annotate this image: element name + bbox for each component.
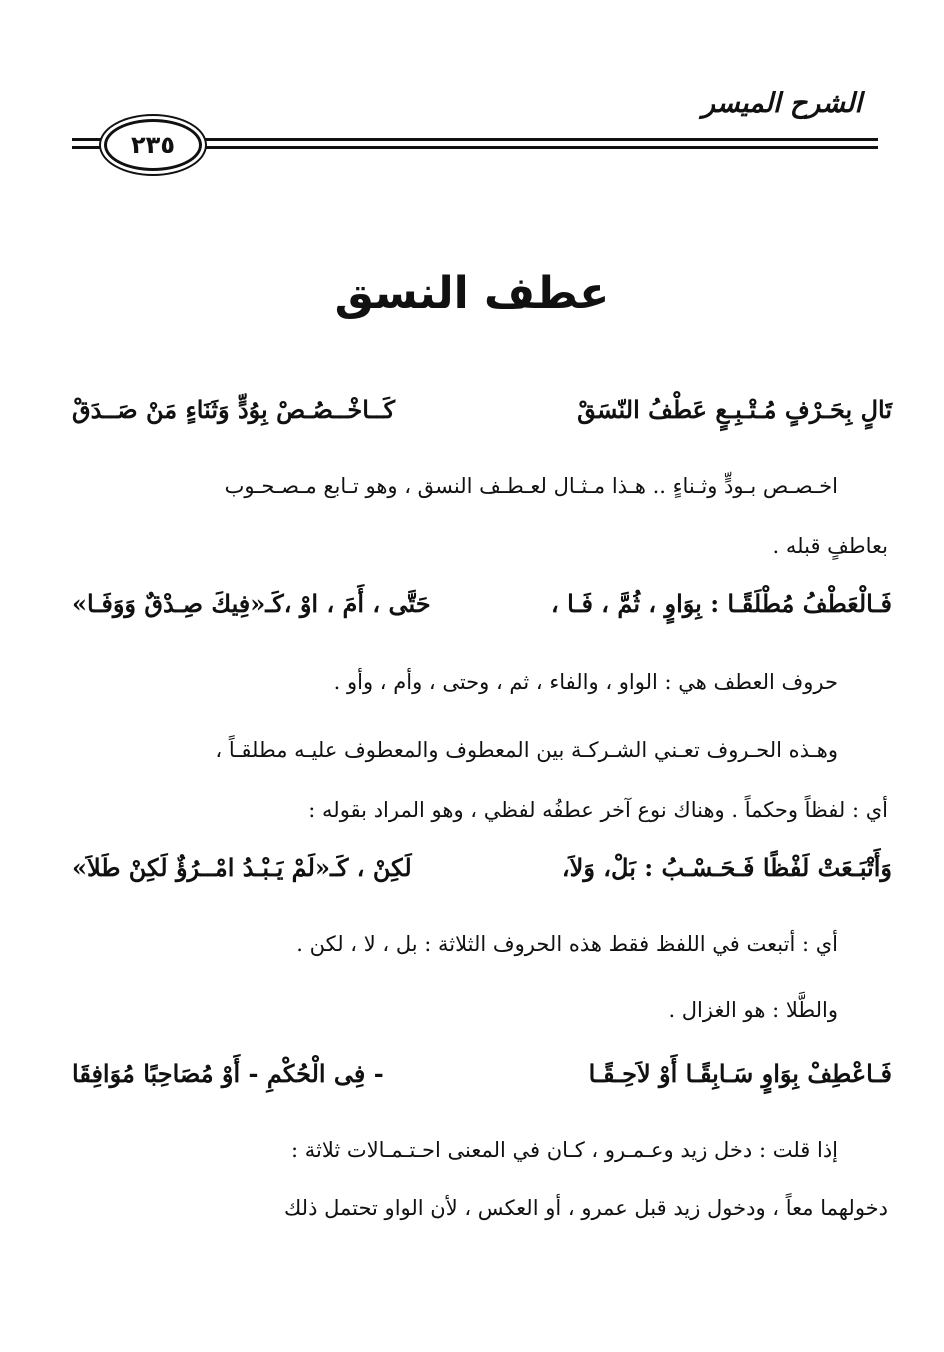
verse-1-first-hemistich: تَالٍ بِحَـرْفٍ مُـتْـبِـعٍ عَطْفُ النّسَقْ [577,395,892,424]
verse-2-first-hemistich: فَـالْعَطْفُ مُطْلَقًـا : بِوَاوٍ ، ثُمَّ ، فَـا ، [551,589,892,618]
verse-3-first-hemistich: وَأَتْبَـعَتْ لَفْظًا فَـحَـسْـبُ : بَلْ، وَلاَ، [561,853,892,882]
verse-4-second-hemistich: - فِى الْحُكْمِ - أَوْ مُصَاحِبًا مُوَافِقَا [72,1059,384,1088]
verse-1-second-hemistich: كَــاخْــصُـصْ بِوُدٍّ وَثَنَاءٍ مَنْ صَــدَقْ [72,395,396,424]
verse-2-second-hemistich: حَتَّى ، أَمَ ، اوْ ،كَـ«فِيكَ صِـدْقٌ وَوَفَـا» [72,589,431,618]
para-3-line-1: وهـذه الحـروف تعـني الشـركـة بين المعطوف والمعطوف عليـه مطلقـاً ، [215,738,838,762]
section-title: عطف النسق [334,268,610,319]
para-4-line-1: أي : أتبعت في اللفظ فقط هذه الحروف الثلاثة : بل ، لا ، لكن . [296,932,838,956]
para-1-line-1: اخـصـص بـودٍّ وثـناءٍ .. هـذا مـثـال لعـطـف النسق ، وهو تـابع مـصـحـوب [224,474,838,498]
running-title: الشرح الميسر [701,88,862,119]
para-3-line-2: أي : لفظاً وحكماً . وهناك نوع آخر عطفُه لفظي ، وهو المراد بقوله : [308,798,888,822]
para-1-line-2: بعاطفٍ قبله . [772,534,888,558]
para-6-line-1: إذا قلت : دخل زيد وعـمـرو ، كـان في المعنى احـتـمـالات ثلاثة : [291,1138,838,1162]
verse-4-first-hemistich: فَـاعْطِفْ بِوَاوٍ سَـابِقًـا أَوْ لاَحِـقًـا [588,1059,892,1088]
para-2-line-1: حروف العطف هي : الواو ، والفاء ، ثم ، وحتى ، وأم ، وأو . [333,670,838,694]
para-5-line-1: والطَّلا : هو الغزال . [668,998,838,1022]
page-number: ٢٣٥ [104,119,202,171]
verse-3-second-hemistich: لَكِنْ ، كَـ«لَمْ يَـبْـدُ امْــرُؤٌ لَكِنْ طَلاَ» [72,853,412,882]
para-6-line-2: دخولهما معاً ، ودخول زيد قبل عمرو ، أو العكس ، لأن الواو تحتمل ذلك [283,1196,888,1220]
